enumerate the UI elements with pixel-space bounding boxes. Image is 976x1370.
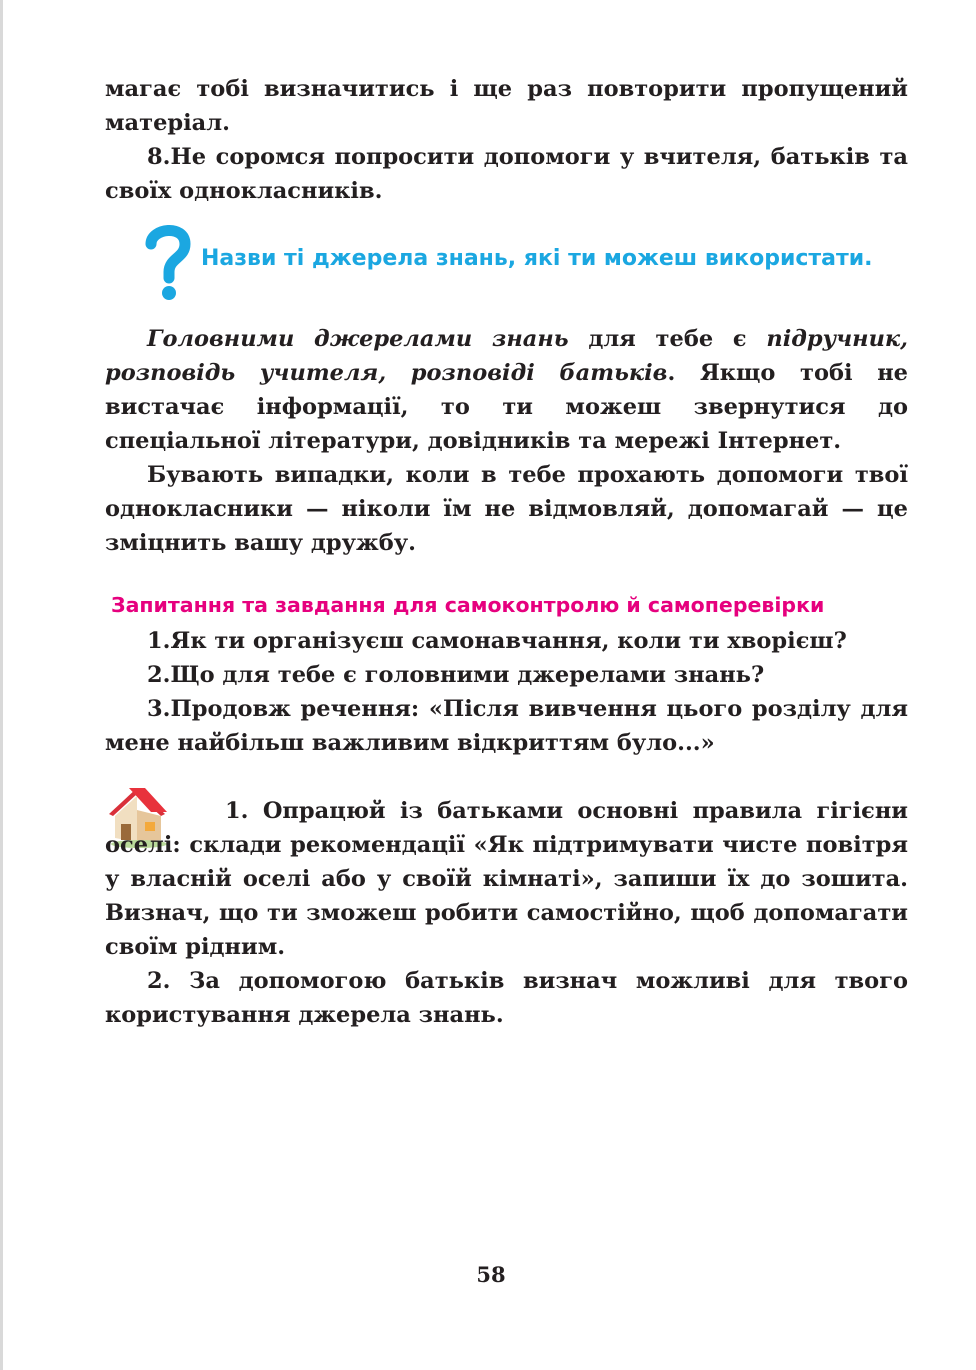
paragraph-friendship: Бувають випадки, коли в тебе прохають допомоги твої однокласники — ніколи їм не відмовляй, допомагай — це зміцнить вашу дружбу. [105, 462, 908, 556]
item-text: Не соромся попросити допомоги у вчителя, батьків та своїх однокласників. [105, 144, 908, 204]
text-run: для тебе є [568, 326, 767, 352]
item-number: 1. [147, 628, 171, 654]
top-text [105, 72, 908, 208]
list-item [105, 624, 908, 658]
item-number: 8. [147, 144, 171, 170]
item-text: Що для тебе є головними джерелами знань? [170, 662, 765, 688]
home-tasks [105, 794, 908, 1032]
text-run: . Якщо тобі не вистачає інформації, то ти можеш звернутися до спеціальної літератури, довідників та мережі Інтернет. [105, 360, 908, 454]
item-number: 3. [147, 696, 171, 722]
question-callout [145, 222, 925, 302]
list-item [105, 692, 908, 760]
list-item [105, 658, 908, 692]
item-text: Як ти організуєш самонавчання, коли ти хворієш? [170, 628, 847, 654]
item-number: 2. [147, 662, 171, 688]
item-text: Продовж речення: «Після вивчення цього розділу для мене найбільш важливим відкриттям було...» [105, 696, 908, 756]
italic-phrase: Головними джерелами знань [147, 326, 569, 352]
page-number: 58 [476, 1262, 506, 1287]
section-title: Запитання та завдання для самоконтролю й самоперевірки [111, 593, 825, 617]
list-item-8 [105, 140, 908, 208]
question-text: Назви ті джерела знань, які ти можеш використати. [201, 246, 873, 271]
continued-paragraph: магає тобі визначитись і ще раз повторити пропущений матеріал. [105, 76, 908, 136]
question-mark-icon [145, 222, 191, 302]
home-task-2: 2. За допомогою батьків визнач можливі для твого користування джерела знань. [105, 968, 908, 1028]
bold-italic-phrase: підручник, розповідь учителя, розповіді батьків [105, 326, 908, 386]
home-task-1: 1. Опрацюй із батьками основні правила гігієни оселі: склади рекомендації «Як підтримувати чисте повітря у власній оселі або у своїй кімнаті», запиши їх до зошита. Визнач, що ти зможеш робити самостійно, щоб допомагати своїм рідним. [105, 798, 908, 960]
body-text [105, 322, 908, 560]
paragraph-sources [105, 322, 908, 458]
questions-list [105, 624, 908, 760]
